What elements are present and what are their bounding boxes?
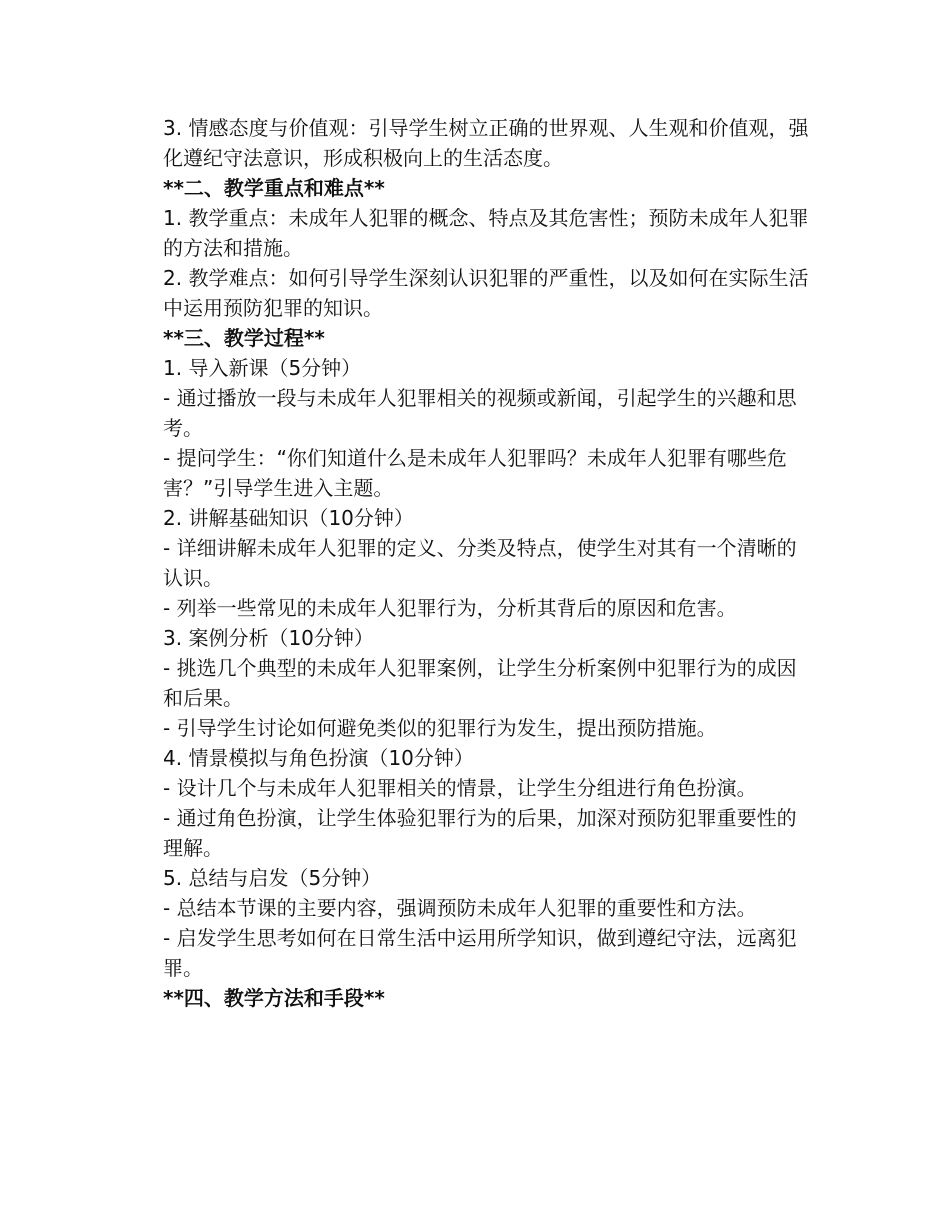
step-case-analysis: 3. 案例分析（10分钟） <box>163 626 374 650</box>
list-item: - 通过播放一段与未成年人犯罪相关的视频或新闻，引起学生的兴趣和思考。 <box>163 386 797 440</box>
list-item: - 通过角色扮演，让学生体验犯罪行为的后果，加深对预防犯罪重要性的理解。 <box>163 806 797 860</box>
paragraph-difficult-point: 2. 教学难点：如何引导学生深刻认识犯罪的严重性，以及如何在实际生活中运用预防犯罪的知识。 <box>163 266 809 320</box>
list-item: - 列举一些常见的未成年人犯罪行为，分析其背后的原因和危害。 <box>163 596 737 620</box>
step-summary: 5. 总结与启发（5分钟） <box>163 866 382 890</box>
heading-teaching-methods: **四、教学方法和手段** <box>163 986 385 1010</box>
list-item: - 提问学生：“你们知道什么是未成年人犯罪吗？未成年人犯罪有哪些危害？”引导学生进入主题。 <box>163 446 787 500</box>
paragraph-key-point: 1. 教学重点：未成年人犯罪的概念、特点及其危害性；预防未成年人犯罪的方法和措施。 <box>163 206 809 260</box>
step-role-play: 4. 情景模拟与角色扮演（10分钟） <box>163 746 474 770</box>
list-item: - 详细讲解未成年人犯罪的定义、分类及特点，使学生对其有一个清晰的认识。 <box>163 536 797 590</box>
heading-teaching-process: **三、教学过程** <box>163 326 325 350</box>
list-item: - 设计几个与未成年人犯罪相关的情景，让学生分组进行角色扮演。 <box>163 776 757 800</box>
list-item: - 引导学生讨论如何避免类似的犯罪行为发生，提出预防措施。 <box>163 716 717 740</box>
step-basic-knowledge: 2. 讲解基础知识（10分钟） <box>163 506 414 530</box>
paragraph-affective-goals: 3. 情感态度与价值观：引导学生树立正确的世界观、人生观和价值观，强化遵纪守法意识，形成积极向上的生活态度。 <box>163 116 809 170</box>
list-item: - 启发学生思考如何在日常生活中运用所学知识，做到遵纪守法，远离犯罪。 <box>163 926 797 980</box>
list-item: - 挑选几个典型的未成年人犯罪案例，让学生分析案例中犯罪行为的成因和后果。 <box>163 656 797 710</box>
list-item: - 总结本节课的主要内容，强调预防未成年人犯罪的重要性和方法。 <box>163 896 757 920</box>
heading-key-points: **二、教学重点和难点** <box>163 176 385 200</box>
step-introduction: 1. 导入新课（5分钟） <box>163 356 362 380</box>
document-body <box>163 113 813 1013</box>
